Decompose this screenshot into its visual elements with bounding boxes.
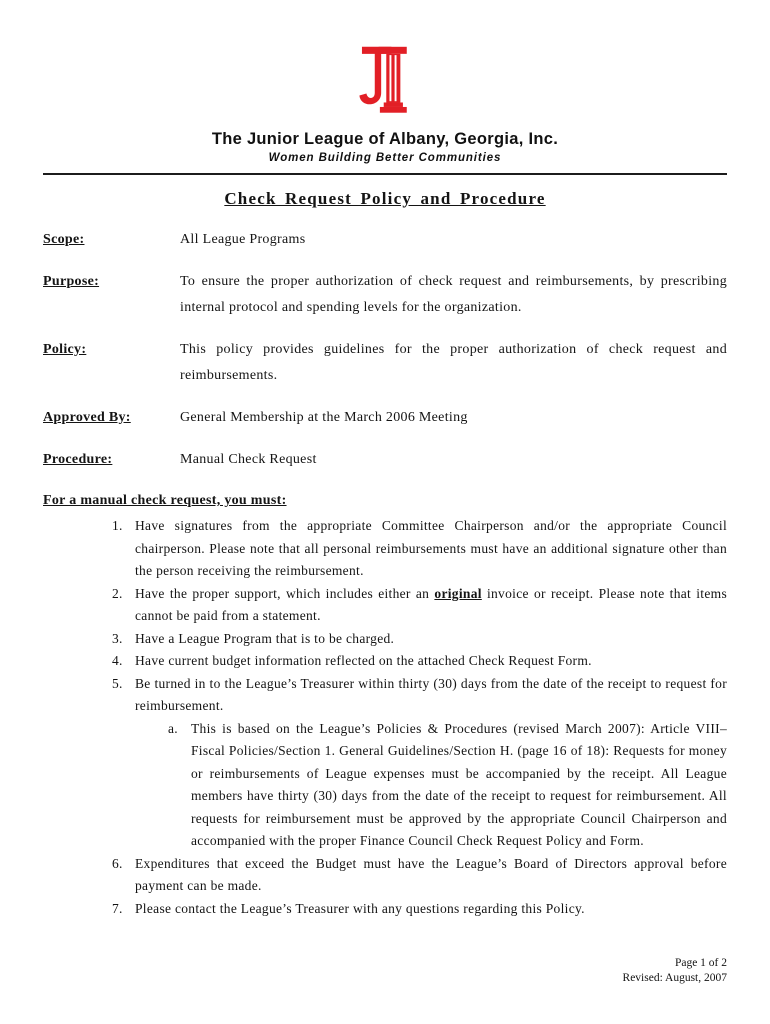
list-item-text: Be turned in to the League’s Treasurer within thirty (30) days from the date of the receipt to request for reimbursement. [135,675,727,713]
list-item-number: 2. [112,585,123,601]
field-row-scope [43,227,727,253]
field-row-policy [43,337,727,389]
section-heading: For a manual check request, you must: [43,493,287,508]
list-item-number: 5. [112,675,123,691]
sub-item-letter: a. [168,720,178,736]
field-label-purpose: Purpose: [43,274,100,289]
org-name: The Junior League of Albany, Georgia, Inc. [211,130,559,148]
page-footer [623,956,727,986]
list-item-6 [112,853,727,898]
field-value-scope: All League Programs [180,232,306,247]
field-label-procedure: Procedure: [43,452,113,467]
list-item-text: Have signatures from the appropriate Committee Chairperson and/or the appropriate Council chairperson. Please note that all personal reimbursements must have an additional signature other than the person receiving the reimbursement. [135,518,727,578]
sub-item-text: This is based on the League’s Policies & Procedures (revised March 2007): Article VIII–Fiscal Policies/Section 1. General Guidelines/Section H. (page 16 of 18): Requests for money or reimbursements of League expenses must be accompanied by the receipt. All League members have thirty (30) days from the date of the receipt to request for reimbursement. All requests for reimbursement must be approved by the appropriate Council Chairperson and accompanied with the proper Finance Council Check Request Policy and Form. [191,720,727,848]
field-value-approved-by: General Membership at the March 2006 Meeting [180,410,468,425]
list-item-text: Have a League Program that is to be charged. [135,630,395,646]
list-item-1 [112,515,727,583]
list-item-text-post: invoice or receipt. Please note that items cannot be paid from a statement. [135,585,727,623]
document-header [43,0,727,175]
list-item-5 [112,673,727,718]
field-row-approved-by [43,405,727,431]
field-label-policy: Policy: [43,342,87,357]
header-divider [43,173,727,175]
field-row-procedure [43,447,727,473]
field-row-purpose [43,269,727,321]
list-item-5a [112,718,727,853]
list-item-number: 4. [112,653,123,668]
list-item-4 [112,650,727,673]
junior-league-logo [353,44,417,120]
field-value-purpose: To ensure the proper authorization of check request and reimbursements, by prescribing internal protocol and spending levels for the organization. [180,274,727,315]
field-label-scope: Scope: [43,232,85,247]
field-label-approved-by: Approved By: [43,410,131,425]
list-item-text-pre: Have the proper support, which includes either an [135,585,435,601]
jl-column-logo-icon [353,44,417,120]
emphasis-original: original [434,585,482,601]
field-value-procedure: Manual Check Request [180,452,317,467]
list-item-3 [112,628,727,651]
list-item-2 [112,583,727,628]
list-item-7 [112,898,727,921]
requirements-list [43,515,727,920]
list-item-text: Expenditures that exceed the Budget must have the League’s Board of Directors approval before payment can be made. [135,855,727,893]
list-item-number: 3. [112,630,123,646]
org-tagline: Women Building Better Communities [268,152,502,164]
list-item-text: Please contact the League’s Treasurer with any questions regarding this Policy. [135,900,585,916]
page-title: Check Request Policy and Procedure [224,189,546,208]
field-value-policy: This policy provides guidelines for the proper authorization of check request and reimbursements. [180,342,727,383]
field-section [43,227,727,473]
page-number: Page 1 of 2 [674,957,727,969]
list-item-text [135,583,727,628]
list-item-number: 6. [112,855,123,871]
revision-note: Revised: August, 2007 [622,972,727,984]
list-item-number: 7. [112,900,123,916]
list-item-text: Have current budget information reflected on the attached Check Request Form. [135,653,592,668]
list-item-number: 1. [112,518,123,533]
